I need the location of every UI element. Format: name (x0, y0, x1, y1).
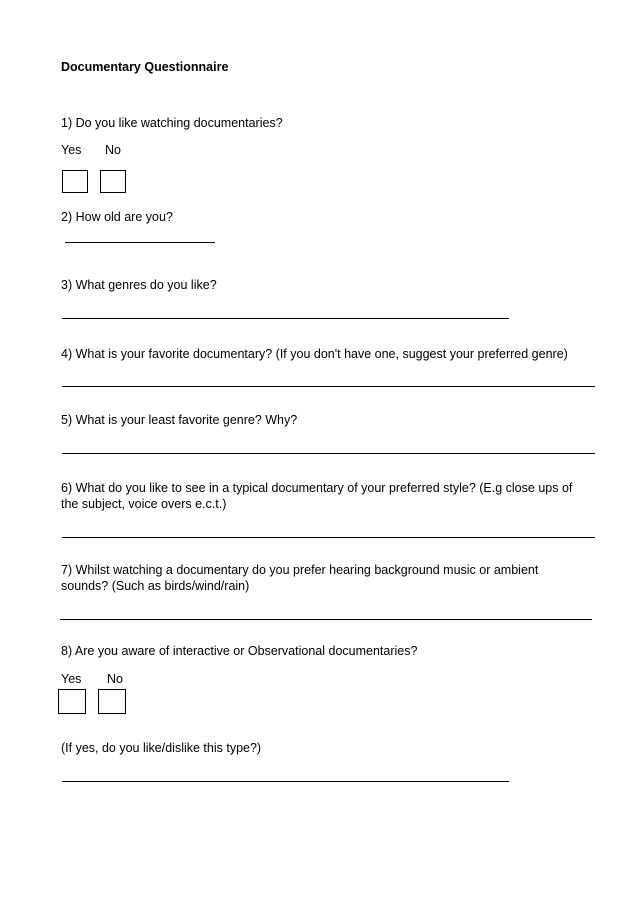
question-1: 1) Do you like watching documentaries? (61, 116, 283, 130)
page-title: Documentary Questionnaire (61, 60, 229, 74)
q1-no-label: No (105, 143, 121, 157)
q5-answer-line[interactable] (62, 453, 595, 454)
question-2: 2) How old are you? (61, 210, 173, 224)
q3-answer-line[interactable] (62, 318, 509, 319)
q1-no-checkbox[interactable] (100, 170, 126, 193)
q4-answer-line[interactable] (62, 386, 595, 387)
q7-answer-line[interactable] (60, 619, 592, 620)
question-4: 4) What is your favorite documentary? (If you don't have one, suggest your preferred genre) (61, 347, 568, 361)
q8-yes-label: Yes (61, 672, 82, 686)
q1-yes-label: Yes (61, 143, 82, 157)
q8-no-label: No (107, 672, 123, 686)
q2-answer-line[interactable] (65, 242, 215, 243)
q8-answer-line[interactable] (62, 781, 509, 782)
question-3: 3) What genres do you like? (61, 278, 217, 292)
question-6: 6) What do you like to see in a typical documentary of your preferred style? (E.g close ups of the subject, voice overs e.c.t.) (61, 481, 573, 511)
question-5: 5) What is your least favorite genre? Why? (61, 413, 298, 427)
question-8: 8) Are you aware of interactive or Observational documentaries? (61, 644, 418, 658)
q6-answer-line[interactable] (62, 537, 595, 538)
q8-yes-checkbox[interactable] (58, 689, 86, 714)
q8-followup: (If yes, do you like/dislike this type?) (61, 741, 262, 755)
q1-yes-checkbox[interactable] (62, 170, 88, 193)
question-7: 7) Whilst watching a documentary do you prefer hearing background music or ambient sounds? (Such as birds/wind/rain) (61, 563, 539, 593)
q8-no-checkbox[interactable] (98, 689, 126, 714)
